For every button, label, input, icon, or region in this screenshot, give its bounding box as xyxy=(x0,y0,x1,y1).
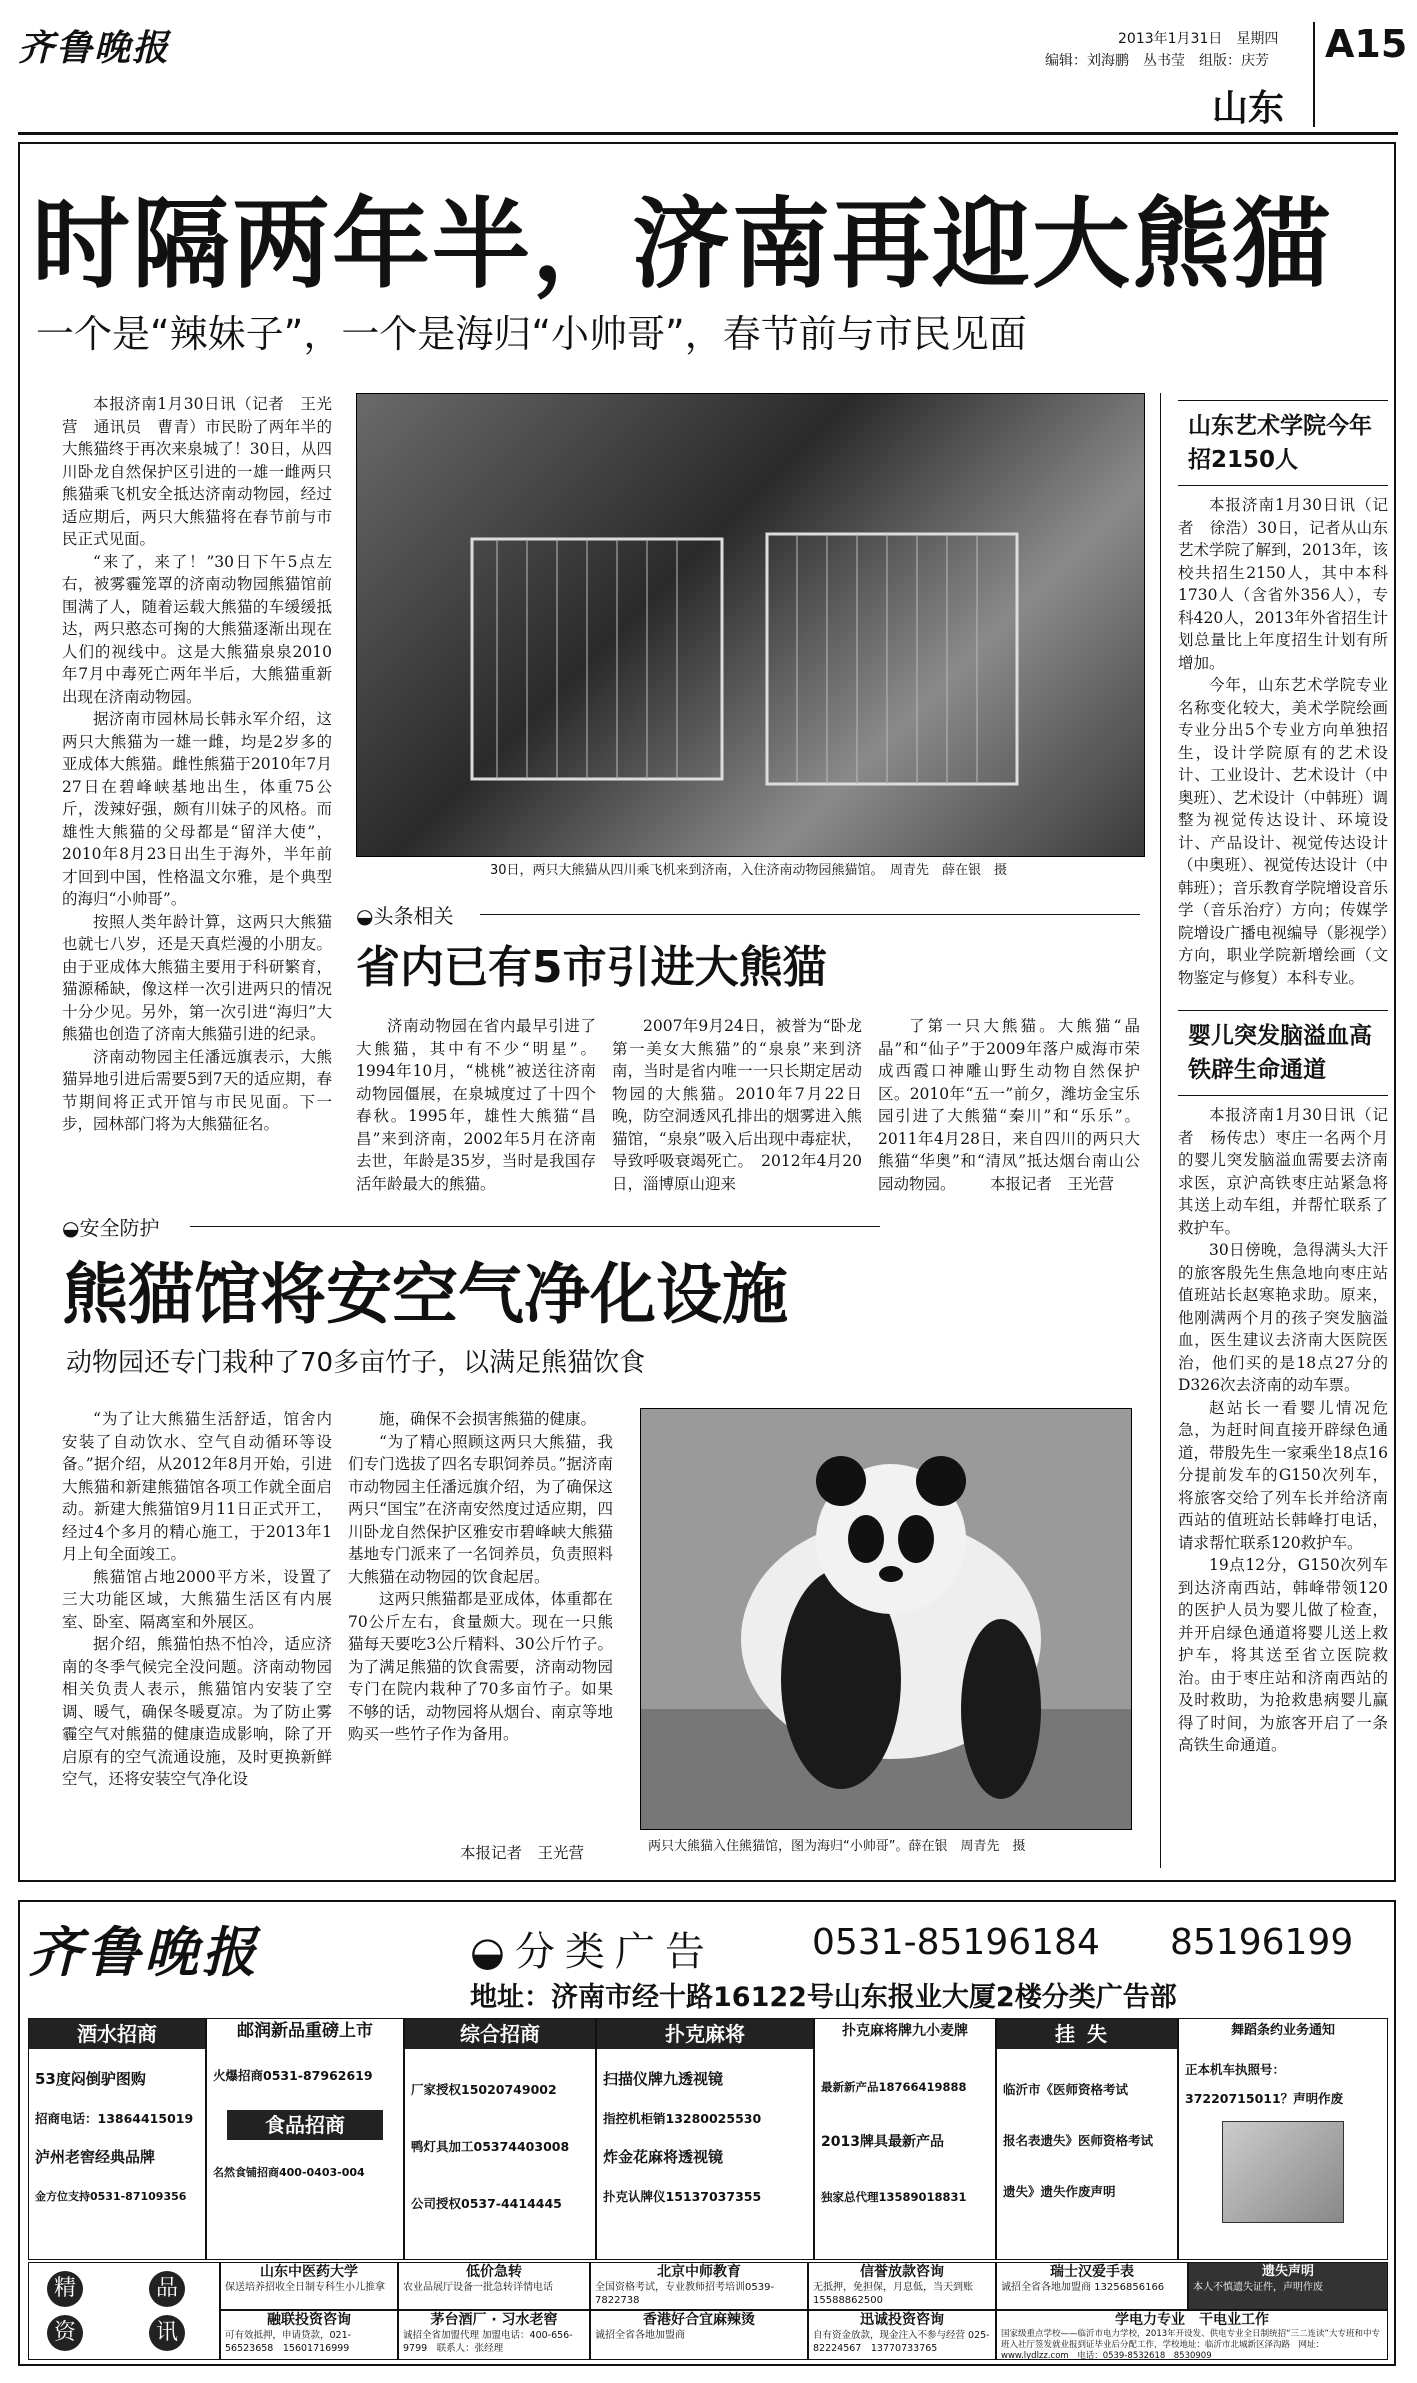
security-tag-label: 安全防护 xyxy=(79,1216,160,1240)
small-ad xyxy=(1188,2262,1388,2310)
security-tag xyxy=(62,1212,159,1241)
ad-line: 火爆招商0531-87962619 xyxy=(213,2068,373,2083)
paragraph: 19点12分，G150次列车到达济南西站，韩峰带领120的医护人员为婴儿做了检查，并开启绿色通道将婴儿送上救护车，将其送至省立医院救治。由于枣庄站和济南西站的及时救助，为抢救患病婴儿赢得了时间，为旅客开启了一条高铁生命通道。 xyxy=(1178,1556,1388,1754)
jingpin-char: 品 xyxy=(149,2271,185,2307)
small-ad xyxy=(398,2262,590,2310)
ad-line: 招商电话：13864415019 xyxy=(35,2111,194,2126)
certificate-image xyxy=(1222,2121,1344,2223)
security-col-1 xyxy=(62,1408,332,1863)
small-ad xyxy=(808,2310,996,2360)
page-number: A15 xyxy=(1325,22,1408,66)
small-ad-title: 融联投资咨询 xyxy=(267,2312,351,2328)
ad-line: 扫描仪牌九透视镜 xyxy=(603,2070,724,2088)
small-ad-title: 学电力专业 干电业工作 xyxy=(1115,2312,1269,2328)
paragraph: 本报济南1月30日讯（记者 徐浩）30日，记者从山东艺术学院了解到，2013年，该校共招生2150人，其中本科1730人（含省外356人），专科420人，2013年外省招生计划总量比上年度招生计划有所增加。 xyxy=(1178,496,1388,672)
paragraph: 按照人类年龄计算，这两只大熊猫也就七八岁，还是天真烂漫的小朋友。由于亚成体大熊猫主要用于科研繁育，猫源稀缺，像这样一次引进两只的情况十分少见。另外，第一次引进“海归”大熊猫也创造了济南大熊猫引进的纪录。 xyxy=(62,912,332,1043)
ad-column xyxy=(404,2018,596,2260)
ad-line: 遗失》遗失作废声明 xyxy=(1003,2184,1116,2199)
small-ad xyxy=(590,2310,808,2360)
paragraph: 熊猫馆占地2000平方米，设置了三大功能区域，大熊猫生活区有内展室、卧室、隔离室和外展区。 xyxy=(62,1567,332,1631)
ad-line: 鸭灯具加工05374403008 xyxy=(411,2139,570,2154)
sidebar-body-1 xyxy=(1178,494,1388,994)
paragraph: 据介绍，熊猫怕热不怕冷，适应济南的冬季气候完全没问题。济南动物园相关负责人表示，熊猫馆内安装了空调、暖气，确保冬暖夏凉。为了防止雾霾空气对熊猫的健康造成影响，除了开启原有的空气流通设施，及时更换新鲜空气，还将安装空气净化设 xyxy=(62,1635,332,1788)
small-ad-body: 国家级重点学校——临沂市电力学校，2013年开设发、供电专业全日制统招“三二连读”大专班和中专班入社厅签发就业报到证毕业后分配工作，学校地址：临沂市北城新区泽沟路 网址：www.lydlzz.com 电话：0539-8532618 8530909 xyxy=(1001,2329,1380,2361)
sidebar-body-2 xyxy=(1178,1104,1388,1864)
paragraph: 这两只熊猫都是亚成体，体重都在70公斤左右，食量颇大。现在一只熊猫每天要吃3公斤精料、30公斤竹子。为了满足熊猫的饮食需要，济南动物园专门在院内栽种了70多亩竹子。如果不够的话，动物园将从烟台、南京等地购买一些竹子作为备用。 xyxy=(348,1590,613,1743)
ad-column-head: 酒水招商 xyxy=(29,2019,205,2049)
paragraph: 2007年9月24日，被誉为“卧龙第一美女大熊猫”的“泉泉”来到济南，当时是省内唯一一只长期定居动物园的大熊猫。2010年7月22日晚，防空洞透风孔排出的烟雾进入熊猫馆，“泉泉”吸入后出现中毒症状，导致呼吸衰竭死亡。 2012年4月20日，淄博原山迎来 xyxy=(612,1017,862,1193)
sidebar-headline-box-2 xyxy=(1178,1010,1388,1096)
small-ad xyxy=(220,2262,398,2310)
issue-date: 2013年1月31日 星期四 xyxy=(1118,31,1279,47)
paragraph: “为了让大熊猫生活舒适，馆舍内安装了自动饮水、空气自动循环等设备。”据介绍，从2012年8月开始，引进大熊猫和新建熊猫馆各项工作就全面启动。新建大熊猫馆9月11日正式开工，经过4个多月的精心施工，于2013年1月上旬全面竣工。 xyxy=(62,1410,332,1563)
panda-photo-caption: 两只大熊猫入住熊猫馆，图为海归“小帅哥”。薛在银 周青先 摄 xyxy=(648,1839,1026,1854)
ad-line: 指控机柜销13280025530 xyxy=(603,2111,762,2126)
main-photo-caption: 30日，两只大熊猫从四川乘飞机来到济南，入住济南动物园熊猫馆。 周青先 薛在银 摄 xyxy=(490,863,1008,878)
panda-photo xyxy=(640,1408,1132,1830)
related-byline: 本报记者 王光营 xyxy=(990,1175,1115,1193)
cage-illustration xyxy=(357,394,1144,856)
small-ad-title: 迅诚投资咨询 xyxy=(860,2312,944,2328)
security-byline: 本报记者 王光营 xyxy=(460,1844,585,1862)
jingpin-char: 精 xyxy=(47,2271,83,2307)
small-ad-body: 诚招全省加盟代理 加盟电话：400-656-9799 联系人：张经理 xyxy=(403,2330,573,2354)
security-col-2 xyxy=(348,1408,613,1838)
masthead-divider xyxy=(1313,22,1315,127)
small-ad xyxy=(590,2262,808,2310)
ad-line: 名然食铺招商400-0403-004 xyxy=(213,2166,365,2179)
small-ad xyxy=(220,2310,398,2360)
security-headline: 熊猫馆将安空气净化设施 xyxy=(62,1256,788,1333)
sidebar-headline-box-1 xyxy=(1178,400,1388,486)
ad-line: 炸金花麻将透视镜 xyxy=(603,2148,724,2166)
small-ad-title: 香港好合宜麻辣烫 xyxy=(643,2312,755,2328)
ad-column-head: 扑克麻将牌九小麦牌 xyxy=(842,2023,968,2039)
ad-line: 临沂市《医师资格考试 xyxy=(1003,2082,1129,2097)
ad-column xyxy=(996,2018,1178,2260)
small-ad xyxy=(996,2262,1188,2310)
classifieds-phone-2: 85196199 xyxy=(1170,1922,1354,1963)
ad-line: 37220715011？声明作废 xyxy=(1185,2091,1344,2106)
masthead-rule xyxy=(18,132,1398,135)
editors-line: 编辑：刘海鹏 丛书莹 组版：庆芳 xyxy=(1045,53,1269,69)
masthead-logo: 齐鲁晚报 xyxy=(18,27,171,69)
paragraph: 今年，山东艺术学院专业名称变化较大，美术学院绘画专业分出5个专业方向单独招生，设计学院原有的艺术设计、工业设计、艺术设计（中奥班）、艺术设计（中韩班）调整为视觉传达设计、环境设计、产品设计、视觉传达设计（中奥班）、视觉传达设计（中韩班）；音乐教育学院增设音乐学（音乐治疗）方向；传媒学院增设广播电视编导（影视学）方向，职业学院新增绘画（文物鉴定与修复）本科专业。 xyxy=(1178,676,1388,987)
small-ad-title: 北京中师教育 xyxy=(657,2264,741,2280)
small-ad-body: 保送培养招收全日制专科生小儿推拿 xyxy=(225,2282,385,2293)
main-story-body xyxy=(62,393,332,1133)
small-ad-title: 瑞士汉爱手表 xyxy=(1050,2264,1134,2280)
ad-column-head-2: 食品招商 xyxy=(227,2110,383,2140)
panda-cage-photo xyxy=(356,393,1145,857)
ad-column-head: 综合招商 xyxy=(405,2019,595,2049)
ad-column-head: 挂失 xyxy=(997,2019,1177,2049)
bullet-icon: ◒ xyxy=(470,1929,515,1975)
paragraph: 济南动物园在省内最早引进了大熊猫，其中有不少“明星”。1994年10月，“桃桃”被送往济南动物园僵展，在泉城度过了十四个春秋。1995年，雄性大熊猫“昌昌”来到济南，2002年5月在济南去世，年龄是35岁，当时是我国存活年龄最大的熊猫。 xyxy=(356,1017,596,1193)
paragraph: 本报济南1月30日讯（记者 杨传忠）枣庄一名两个月的婴儿突发脑溢血需要去济南求医，京沪高铁枣庄站紧急将其送上动车组，并帮忙联系了救护车。 xyxy=(1178,1106,1388,1237)
paragraph: 赵站长一看婴儿情况危急，为赶时间直接开辟绿色通道，带殷先生一家乘坐18点16分提前发车的G150次列车，将旅客交给了列车长并给济南西站的值班站长韩峰打电话，请求帮忙联系120救护车。 xyxy=(1178,1398,1388,1552)
security-subhead: 动物园还专门栽种了70多亩竹子，以满足熊猫饮食 xyxy=(66,1348,646,1378)
ad-line: 2013牌具最新产品 xyxy=(821,2134,944,2150)
ad-column-head: 舞蹈条约业务通知 xyxy=(1230,2023,1335,2038)
ad-column xyxy=(814,2018,996,2260)
paragraph: 30日傍晚，急得满头大汗的旅客殷先生焦急地向枣庄站值班站长赵寒艳求助。原来，他刚满两个月的孩子突发脑溢血，医生建议去济南大医院医治，他们买的是18点27分的D326次去济南的动车票。 xyxy=(1178,1241,1388,1394)
jingpin-char: 资 xyxy=(47,2315,83,2351)
small-ad-body: 农业品展厅设备一批急转详情电话 xyxy=(403,2282,553,2293)
small-ad-body: 诚招全省各地加盟商 13256856166 xyxy=(1001,2282,1165,2293)
classifieds-logo-box xyxy=(28,1910,448,1984)
small-ad-body: 本人不慎遗失证件，声明作废 xyxy=(1193,2282,1323,2293)
paragraph: 济南动物园主任潘远旗表示，大熊猫异地引进后需要5到7天的适应期，春节期间将正式开馆与市民见面。下一步，园林部门将为大熊猫征名。 xyxy=(62,1047,332,1133)
ad-line: 独家总代理13589018831 xyxy=(821,2190,967,2204)
small-ad-body: 自有资金放款，现金注入不参与经营 025-82224567 13770733765 xyxy=(813,2330,990,2354)
classifieds-title-text: 分类广告 xyxy=(514,1929,715,1975)
related-tag xyxy=(356,900,453,929)
classifieds-title xyxy=(470,1920,715,1977)
small-ad xyxy=(996,2310,1388,2360)
main-headline: 时隔两年半，济南再迎大熊猫 xyxy=(32,188,1333,302)
small-ad-body: 全国资格考试，专业教师招考培训0539-7822738 xyxy=(595,2282,775,2306)
paragraph: “为了精心照顾这两只大熊猫，我们专门选拔了四名专职饲养员。”据济南市动物园主任潘远旗介绍，为了确保这两只“国宝”在济南安然度过适应期，四川卧龙自然保护区雅安市碧峰峡大熊猫基地专门派来了一名饲养员，负责照料大熊猫在动物园的饮食起居。 xyxy=(348,1432,613,1586)
panda-illustration xyxy=(641,1409,1131,1829)
sidebar-headline-2: 婴儿突发脑溢血高铁辟生命通道 xyxy=(1188,1023,1372,1083)
ad-column xyxy=(28,2018,206,2260)
ad-line: 泸州老窖经典品牌 xyxy=(35,2148,156,2166)
related-tag-label: 头条相关 xyxy=(373,904,454,928)
related-headline: 省内已有5市引进大熊猫 xyxy=(356,942,827,993)
small-ad-body: 无抵押，免担保，月息低，当天到账 15588862500 xyxy=(813,2282,973,2306)
ad-line: 厂家授权15020749002 xyxy=(411,2082,557,2097)
paragraph: “来了，来了！”30日下午5点左右，被雾霾笼罩的济南动物园熊猫馆前围满了人，随着运载大熊猫的车缓缓抵达，两只憨态可掬的大熊猫逐渐出现在人们的视线中。这是大熊猫泉泉2010年7月中毒死亡两年半后，大熊猫重新出现在济南动物园。 xyxy=(62,552,332,706)
small-ad-title: 低价急转 xyxy=(466,2264,522,2280)
ad-line: 报名表遗失》医师资格考试 xyxy=(1003,2133,1154,2148)
sidebar-headline-1: 山东艺术学院今年招2150人 xyxy=(1188,413,1372,473)
small-ad-body: 可有效抵押，申请贷款，021-56523658 15601716999 xyxy=(225,2330,352,2354)
ad-column-head: 扑克麻将 xyxy=(597,2019,813,2049)
jingpin-char: 讯 xyxy=(149,2315,185,2351)
paragraph: 本报济南1月30日讯（记者 王光营 通讯员 曹青）市民盼了两年半的大熊猫终于再次来泉城了！30日，从四川卧龙自然保护区引进的一雄一雌两只熊猫乘飞机安全抵达济南动物园，经过适应期后，两只大熊猫将在春节前与市民正式见面。 xyxy=(62,395,332,548)
classifieds-logo-text: 齐鲁晚报 xyxy=(28,1920,260,1984)
related-col-1 xyxy=(356,1015,596,1195)
small-ad xyxy=(398,2310,590,2360)
paragraph: 据济南市园林局长韩永军介绍，这两只大熊猫为一雄一雌，均是2岁多的亚成体大熊猫。雌性熊猫于2010年7月27日在碧峰峡基地出生，体重75公斤，泼辣好强，颇有川妹子的风格。而雄性大熊猫的父母都是“留洋大使”，2010年8月23日出生于海外，半年前才回到中国，性格温文尔雅，是个典型的海归“小帅哥”。 xyxy=(62,710,332,908)
sidebar-story-1 xyxy=(1178,400,1388,994)
main-subhead: 一个是“辣妹子”，一个是海归“小帅哥”，春节前与市民见面 xyxy=(36,312,1027,356)
related-tag-rule xyxy=(480,914,1140,915)
small-ad-title: 茅台酒厂 · 习水老窖 xyxy=(430,2312,558,2328)
ad-line: 公司授权0537-4414445 xyxy=(411,2196,562,2211)
small-ad-title: 山东中医药大学 xyxy=(260,2264,358,2280)
classifieds-address: 地址：济南市经十路16122号山东报业大厦2楼分类广告部 xyxy=(470,1982,1177,2013)
ad-line: 最新新产品18766419888 xyxy=(821,2080,967,2094)
ad-line: 正本机车执照号： xyxy=(1185,2062,1286,2077)
security-tag-rule xyxy=(190,1226,880,1227)
paragraph: 了第一只大熊猫。大熊猫“晶晶”和“仙子”于2009年落户威海市荣成西霞口神雕山野生动物自然保护区。2010年“五一”前夕，潍坊金宝乐园引进了大熊猫“秦川”和“乐乐”。2011年4月28日，来自四川的两只大熊猫“华奥”和“清凤”抵达烟台南山公园动物园。 xyxy=(878,1017,1140,1193)
ad-line: 扑克认牌仪15137037355 xyxy=(603,2189,762,2204)
related-col-2 xyxy=(612,1015,862,1195)
ad-column-head: 邮润新品重磅上市 xyxy=(237,2021,373,2041)
sidebar-story-2 xyxy=(1178,1010,1388,1864)
classifieds-phone-1: 0531-85196184 xyxy=(812,1922,1100,1963)
small-ad-title: 信誉放款咨询 xyxy=(860,2264,944,2280)
ad-column xyxy=(206,2018,404,2260)
paragraph: 施，确保不会损害熊猫的健康。 xyxy=(379,1410,597,1428)
section-label: 山东 xyxy=(1212,88,1285,129)
ad-column xyxy=(1178,2018,1388,2260)
small-ad-title: 遗失声明 xyxy=(1261,2264,1314,2279)
ad-line: 金方位支持0531-87109356 xyxy=(35,2190,187,2203)
ad-line: 53度闷倒驴图购 xyxy=(35,2070,146,2088)
small-ad xyxy=(808,2262,996,2310)
jingpin-block xyxy=(28,2262,220,2360)
bullet-icon: ◒ xyxy=(62,1216,80,1240)
bullet-icon: ◒ xyxy=(356,904,374,928)
sidebar-divider xyxy=(1160,393,1161,1868)
small-ad-body: 诚招全省各地加盟商 xyxy=(595,2330,685,2341)
ad-column xyxy=(596,2018,814,2260)
